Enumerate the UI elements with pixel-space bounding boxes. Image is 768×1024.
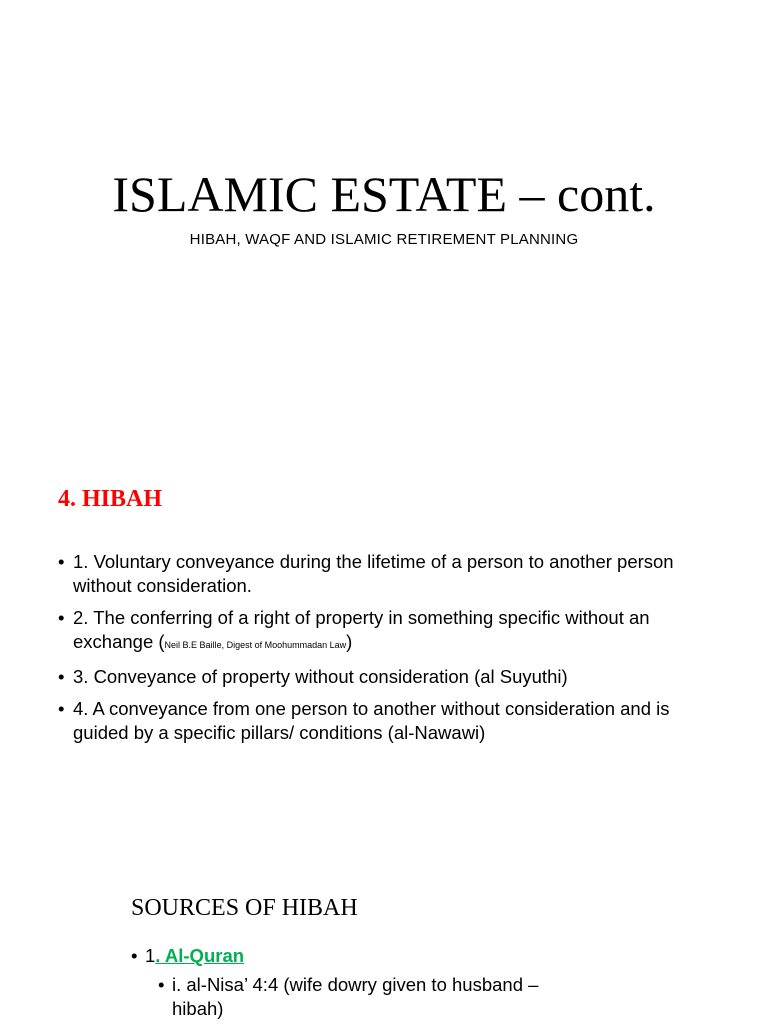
list-item [131,944,631,968]
slide-hibah-definitions [0,432,768,804]
bullet-icon: • [58,698,65,719]
al-quran-link[interactable]: . Al-Quran [155,945,245,966]
slide-title [0,0,768,432]
slide-title-heading: ISLAMIC ESTATE – cont. [112,166,656,222]
list-item [158,973,592,1021]
list-item [58,550,708,598]
list-item [58,697,708,745]
citation-close: ) [346,631,353,652]
definition-text: 2. The conferring of a right of property in something specific without an exchange ( [73,607,650,652]
bullet-icon: • [58,551,65,572]
sources-heading: SOURCES OF HIBAH [131,895,358,921]
list-item [58,606,708,657]
definition-text: 4. A conveyance from one person to another without consideration and is guided by a specific pillars/ conditions (al-Nawawi) [73,698,670,743]
citation-text: Neil B.E Baille, Digest of Moohummadan Law [164,640,347,650]
source-number: 1 [145,945,156,966]
sources-list [131,944,631,1021]
definition-text: 1. Voluntary conveyance during the lifetime of a person to another person without consideration. [73,551,674,596]
list-item [58,665,708,689]
bullet-icon: • [58,607,65,628]
bullet-icon: • [158,974,165,995]
slide-subtitle: HIBAH, WAQF AND ISLAMIC RETIREMENT PLANNING [189,231,579,248]
bullet-icon: • [58,666,65,687]
definition-text: 3. Conveyance of property without consideration (al Suyuthi) [73,666,568,687]
slide-sources [0,804,768,1024]
bullet-icon: • [131,945,138,966]
sub-point-text: i. al-Nisa’ 4:4 (wife dowry given to husband – hibah) [172,974,539,1019]
hibah-heading: 4. HIBAH [58,486,163,512]
definition-list [58,550,708,753]
